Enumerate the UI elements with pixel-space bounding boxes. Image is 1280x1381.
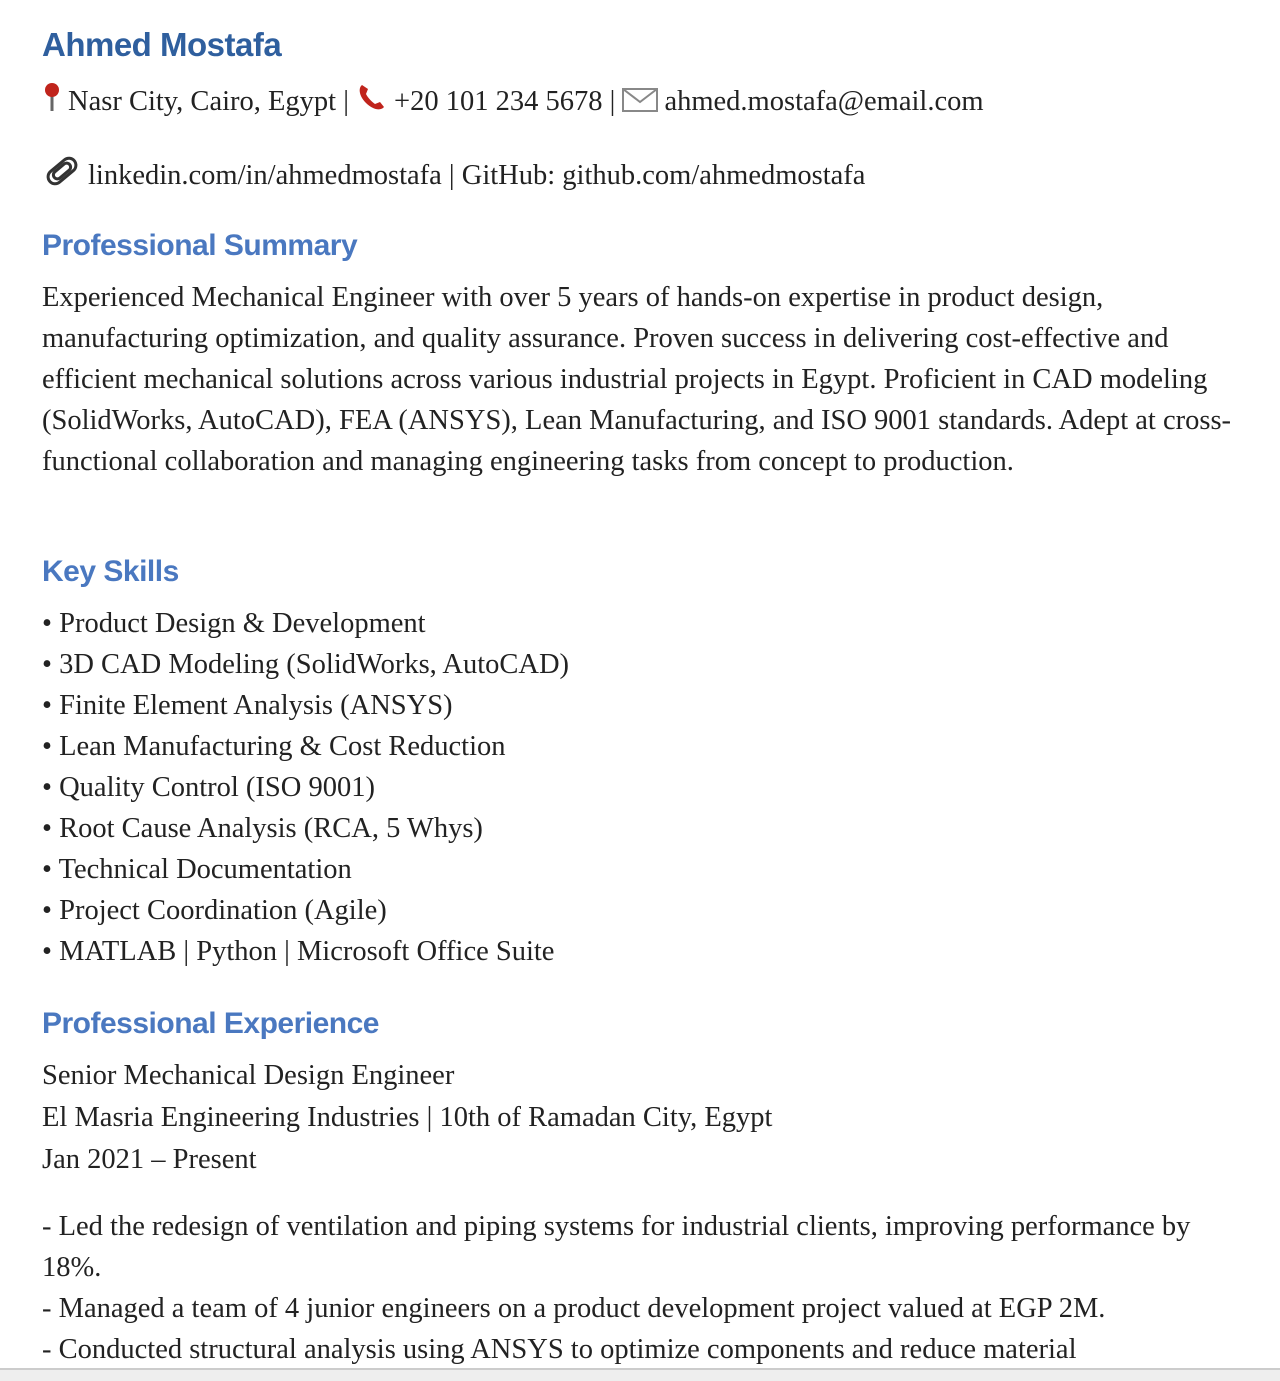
experience-heading: Professional Experience (42, 1007, 379, 1040)
job-bullet: - Led the redesign of ventilation and piping systems for industrial clients, improving performance by 18%. (42, 1211, 1191, 1283)
linkedin-link[interactable]: linkedin.com/in/ahmedmostafa (88, 160, 442, 191)
summary-text: Experienced Mechanical Engineer with over 5 years of hands-on expertise in product design, manufacturing optimization, and quality assurance. Proven success in delivering cost-effective and efficient mechanical solutions across various industrial projects in Egypt. Proficient in CAD modeling (SolidWorks, AutoCAD), FEA (ANSYS), Lean Manufacturing, and ISO 9001 standards. Adept at cross-functional collaboration and managing engineering tasks from concept to production. (42, 282, 1232, 477)
paperclip-icon (42, 155, 82, 199)
summary-heading: Professional Summary (42, 229, 358, 262)
contact-line-1 (42, 81, 1250, 125)
skill-item: • 3D CAD Modeling (SolidWorks, AutoCAD) (42, 649, 570, 680)
skills-heading: Key Skills (42, 555, 179, 588)
skill-item: • Finite Element Analysis (ANSYS) (42, 690, 453, 721)
location: Nasr City, Cairo, Egypt (68, 86, 337, 117)
job-company: El Masria Engineering Industries | 10th of Ramadan City, Egypt (42, 1102, 773, 1133)
job-bullets (42, 1206, 1250, 1370)
separator: | (343, 86, 349, 117)
phone: +20 101 234 5678 (394, 86, 603, 117)
candidate-name: Ahmed Mostafa (42, 26, 282, 63)
skill-item: • Project Coordination (Agile) (42, 895, 387, 926)
contact-line-2 (42, 155, 1250, 199)
separator: | (609, 86, 616, 117)
skill-item: • Lean Manufacturing & Cost Reduction (42, 731, 506, 762)
skills-list (42, 603, 1250, 972)
envelope-icon (622, 83, 658, 124)
skill-item: • Product Design & Development (42, 608, 426, 639)
map-pin-icon (42, 81, 62, 125)
skill-item: • Root Cause Analysis (RCA, 5 Whys) (42, 813, 483, 844)
phone-icon (356, 82, 388, 124)
job-title: Senior Mechanical Design Engineer (42, 1060, 455, 1091)
skill-item: • MATLAB | Python | Microsoft Office Suite (42, 936, 555, 967)
separator: | (448, 160, 455, 191)
job-dates: Jan 2021 – Present (42, 1144, 257, 1175)
skill-item: • Quality Control (ISO 9001) (42, 772, 375, 803)
skill-item: • Technical Documentation (42, 854, 352, 885)
job-bullet: - Conducted structural analysis using ANSYS to optimize components and reduce material (42, 1334, 1077, 1365)
page-bottom-bar (0, 1368, 1280, 1381)
email-link[interactable]: ahmed.mostafa@email.com (664, 86, 984, 117)
job-bullet: - Managed a team of 4 junior engineers on a product development project valued at EGP 2M. (42, 1293, 1106, 1324)
github-link[interactable]: GitHub: github.com/ahmedmostafa (461, 160, 866, 191)
